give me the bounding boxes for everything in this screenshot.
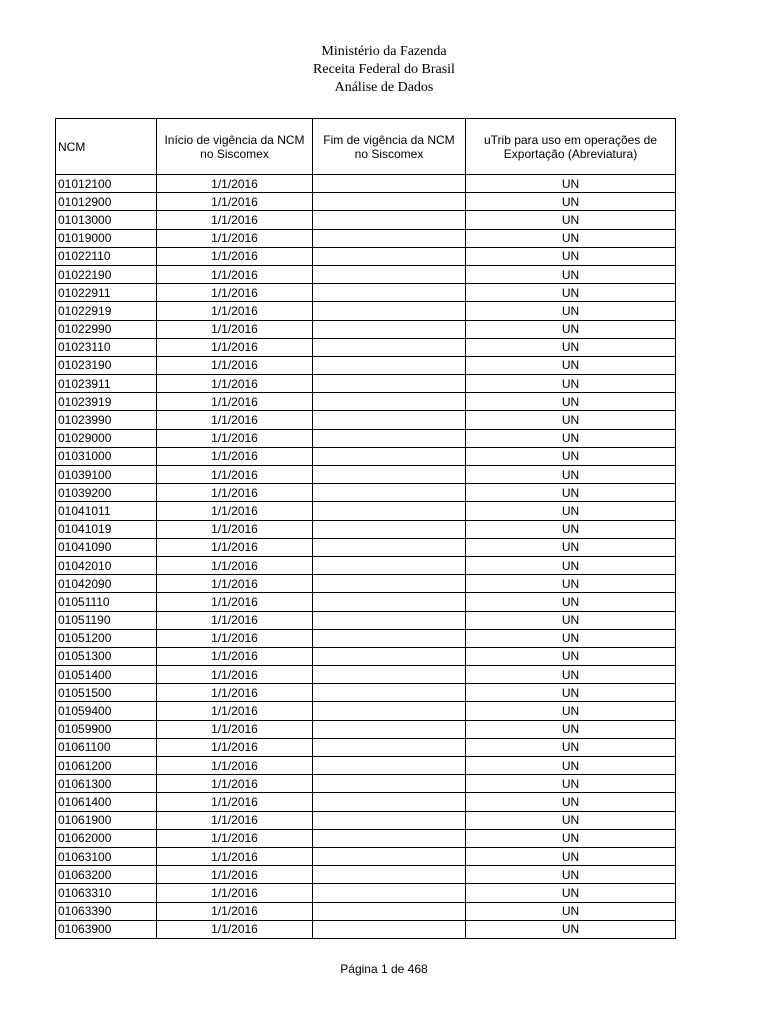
ncm-cell: 01061400 [56, 793, 157, 811]
end-cell [313, 793, 466, 811]
ncm-cell: 01051500 [56, 684, 157, 702]
start-cell: 1/1/2016 [157, 884, 313, 902]
unit-cell: UN [466, 884, 676, 902]
end-cell [313, 829, 466, 847]
start-cell: 1/1/2016 [157, 466, 313, 484]
table-row [56, 757, 676, 775]
unit-cell: UN [466, 411, 676, 429]
start-cell: 1/1/2016 [157, 284, 313, 302]
end-cell [313, 320, 466, 338]
unit-cell: UN [466, 175, 676, 193]
table-row [56, 575, 676, 593]
unit-cell: UN [466, 338, 676, 356]
table-row [56, 538, 676, 556]
unit-cell: UN [466, 356, 676, 374]
ncm-cell: 01063200 [56, 866, 157, 884]
unit-cell: UN [466, 284, 676, 302]
start-cell: 1/1/2016 [157, 211, 313, 229]
table-row [56, 775, 676, 793]
unit-cell: UN [466, 556, 676, 574]
start-cell: 1/1/2016 [157, 611, 313, 629]
ncm-cell: 01023110 [56, 338, 157, 356]
ncm-cell: 01062000 [56, 829, 157, 847]
start-cell: 1/1/2016 [157, 193, 313, 211]
table-row [56, 211, 676, 229]
unit-cell: UN [466, 229, 676, 247]
ncm-cell: 01041090 [56, 538, 157, 556]
end-cell [313, 356, 466, 374]
end-cell [313, 247, 466, 265]
end-cell [313, 265, 466, 283]
table-row [56, 793, 676, 811]
ncm-cell: 01042010 [56, 556, 157, 574]
unit-cell: UN [466, 793, 676, 811]
ncm-cell: 01022911 [56, 284, 157, 302]
ncm-cell: 01019000 [56, 229, 157, 247]
ncm-cell: 01061300 [56, 775, 157, 793]
header-department: Análise de Dados [334, 80, 434, 95]
end-cell [313, 666, 466, 684]
ncm-cell: 01031000 [56, 447, 157, 465]
start-cell: 1/1/2016 [157, 920, 313, 938]
page-header [0, 43, 768, 97]
start-cell: 1/1/2016 [157, 902, 313, 920]
table-row [56, 647, 676, 665]
end-cell [313, 447, 466, 465]
table-row [56, 393, 676, 411]
start-cell: 1/1/2016 [157, 811, 313, 829]
ncm-cell: 01063390 [56, 902, 157, 920]
start-cell: 1/1/2016 [157, 429, 313, 447]
ncm-cell: 01041011 [56, 502, 157, 520]
ncm-cell: 01051110 [56, 593, 157, 611]
end-cell [313, 611, 466, 629]
ncm-cell: 01022190 [56, 265, 157, 283]
start-cell: 1/1/2016 [157, 175, 313, 193]
start-cell: 1/1/2016 [157, 847, 313, 865]
end-cell [313, 502, 466, 520]
table-row [56, 611, 676, 629]
unit-cell: UN [466, 320, 676, 338]
end-cell [313, 538, 466, 556]
ncm-cell: 01059900 [56, 720, 157, 738]
start-cell: 1/1/2016 [157, 556, 313, 574]
end-cell [313, 629, 466, 647]
start-cell: 1/1/2016 [157, 502, 313, 520]
table-row [56, 429, 676, 447]
ncm-table [55, 118, 676, 939]
unit-cell: UN [466, 265, 676, 283]
start-cell: 1/1/2016 [157, 575, 313, 593]
header-ministry: Ministério da Fazenda [321, 44, 447, 59]
start-cell: 1/1/2016 [157, 484, 313, 502]
table-row [56, 320, 676, 338]
start-cell: 1/1/2016 [157, 265, 313, 283]
table-row [56, 884, 676, 902]
table-row [56, 338, 676, 356]
end-cell [313, 411, 466, 429]
start-cell: 1/1/2016 [157, 629, 313, 647]
table-row [56, 629, 676, 647]
unit-cell: UN [466, 393, 676, 411]
start-cell: 1/1/2016 [157, 447, 313, 465]
end-cell [313, 684, 466, 702]
end-cell [313, 193, 466, 211]
end-cell [313, 757, 466, 775]
end-cell [313, 229, 466, 247]
ncm-cell: 01061900 [56, 811, 157, 829]
ncm-cell: 01063100 [56, 847, 157, 865]
table-row [56, 284, 676, 302]
table-row [56, 847, 676, 865]
unit-cell: UN [466, 866, 676, 884]
ncm-cell: 01041019 [56, 520, 157, 538]
end-cell [313, 593, 466, 611]
end-cell [313, 393, 466, 411]
ncm-cell: 01051300 [56, 647, 157, 665]
ncm-cell: 01063310 [56, 884, 157, 902]
end-cell [313, 575, 466, 593]
ncm-cell: 01023990 [56, 411, 157, 429]
start-cell: 1/1/2016 [157, 393, 313, 411]
ncm-cell: 01051190 [56, 611, 157, 629]
end-cell [313, 738, 466, 756]
unit-cell: UN [466, 447, 676, 465]
start-cell: 1/1/2016 [157, 520, 313, 538]
end-cell [313, 484, 466, 502]
end-cell [313, 375, 466, 393]
column-header-start-date: Início de vigência da NCM no Siscomex [157, 119, 313, 175]
ncm-cell: 01023190 [56, 356, 157, 374]
table-header-row [56, 119, 676, 175]
end-cell [313, 902, 466, 920]
start-cell: 1/1/2016 [157, 338, 313, 356]
start-cell: 1/1/2016 [157, 229, 313, 247]
table-row [56, 175, 676, 193]
ncm-cell: 01023919 [56, 393, 157, 411]
end-cell [313, 702, 466, 720]
start-cell: 1/1/2016 [157, 738, 313, 756]
start-cell: 1/1/2016 [157, 666, 313, 684]
ncm-cell: 01039100 [56, 466, 157, 484]
unit-cell: UN [466, 720, 676, 738]
unit-cell: UN [466, 902, 676, 920]
ncm-cell: 01022110 [56, 247, 157, 265]
start-cell: 1/1/2016 [157, 775, 313, 793]
column-header-end-date: Fim de vigência da NCM no Siscomex [313, 119, 466, 175]
unit-cell: UN [466, 629, 676, 647]
end-cell [313, 175, 466, 193]
start-cell: 1/1/2016 [157, 302, 313, 320]
start-cell: 1/1/2016 [157, 411, 313, 429]
unit-cell: UN [466, 575, 676, 593]
table-row [56, 502, 676, 520]
unit-cell: UN [466, 193, 676, 211]
unit-cell: UN [466, 920, 676, 938]
table-row [56, 738, 676, 756]
unit-cell: UN [466, 811, 676, 829]
table-row [56, 829, 676, 847]
start-cell: 1/1/2016 [157, 538, 313, 556]
table-row [56, 302, 676, 320]
unit-cell: UN [466, 211, 676, 229]
header-agency: Receita Federal do Brasil [313, 62, 455, 77]
unit-cell: UN [466, 466, 676, 484]
unit-cell: UN [466, 375, 676, 393]
unit-cell: UN [466, 647, 676, 665]
unit-cell: UN [466, 775, 676, 793]
ncm-cell: 01039200 [56, 484, 157, 502]
table-row [56, 229, 676, 247]
ncm-cell: 01022990 [56, 320, 157, 338]
end-cell [313, 847, 466, 865]
ncm-cell: 01061200 [56, 757, 157, 775]
start-cell: 1/1/2016 [157, 356, 313, 374]
ncm-cell: 01051200 [56, 629, 157, 647]
unit-cell: UN [466, 593, 676, 611]
start-cell: 1/1/2016 [157, 247, 313, 265]
end-cell [313, 520, 466, 538]
ncm-cell: 01059400 [56, 702, 157, 720]
ncm-cell: 01012100 [56, 175, 157, 193]
unit-cell: UN [466, 684, 676, 702]
start-cell: 1/1/2016 [157, 320, 313, 338]
start-cell: 1/1/2016 [157, 702, 313, 720]
ncm-cell: 01042090 [56, 575, 157, 593]
start-cell: 1/1/2016 [157, 647, 313, 665]
ncm-cell: 01061100 [56, 738, 157, 756]
table-row [56, 265, 676, 283]
start-cell: 1/1/2016 [157, 684, 313, 702]
unit-cell: UN [466, 502, 676, 520]
unit-cell: UN [466, 429, 676, 447]
start-cell: 1/1/2016 [157, 593, 313, 611]
end-cell [313, 920, 466, 938]
column-header-export-unit: uTrib para uso em operações de Exportação (Abreviatura) [466, 119, 676, 175]
end-cell [313, 429, 466, 447]
end-cell [313, 338, 466, 356]
unit-cell: UN [466, 484, 676, 502]
unit-cell: UN [466, 847, 676, 865]
end-cell [313, 466, 466, 484]
table-row [56, 920, 676, 938]
start-cell: 1/1/2016 [157, 793, 313, 811]
unit-cell: UN [466, 666, 676, 684]
unit-cell: UN [466, 611, 676, 629]
unit-cell: UN [466, 829, 676, 847]
unit-cell: UN [466, 302, 676, 320]
end-cell [313, 811, 466, 829]
table-row [56, 702, 676, 720]
end-cell [313, 866, 466, 884]
start-cell: 1/1/2016 [157, 375, 313, 393]
ncm-cell: 01023911 [56, 375, 157, 393]
table-row [56, 484, 676, 502]
table-row [56, 447, 676, 465]
table-body [56, 175, 676, 939]
start-cell: 1/1/2016 [157, 757, 313, 775]
table-row [56, 193, 676, 211]
start-cell: 1/1/2016 [157, 720, 313, 738]
unit-cell: UN [466, 247, 676, 265]
ncm-cell: 01012900 [56, 193, 157, 211]
end-cell [313, 211, 466, 229]
unit-cell: UN [466, 520, 676, 538]
table-row [56, 720, 676, 738]
unit-cell: UN [466, 538, 676, 556]
table-row [56, 593, 676, 611]
table-row [56, 811, 676, 829]
table-row [56, 556, 676, 574]
page-number: Página 1 de 468 [340, 962, 428, 976]
unit-cell: UN [466, 702, 676, 720]
table-row [56, 247, 676, 265]
end-cell [313, 720, 466, 738]
table-row [56, 902, 676, 920]
table-row [56, 411, 676, 429]
table-row [56, 684, 676, 702]
ncm-cell: 01063900 [56, 920, 157, 938]
end-cell [313, 884, 466, 902]
ncm-cell: 01022919 [56, 302, 157, 320]
column-header-ncm: NCM [56, 119, 157, 175]
table-row [56, 866, 676, 884]
end-cell [313, 775, 466, 793]
end-cell [313, 302, 466, 320]
ncm-cell: 01013000 [56, 211, 157, 229]
ncm-cell: 01051400 [56, 666, 157, 684]
table-row [56, 375, 676, 393]
end-cell [313, 647, 466, 665]
start-cell: 1/1/2016 [157, 829, 313, 847]
unit-cell: UN [466, 757, 676, 775]
table-row [56, 466, 676, 484]
ncm-cell: 01029000 [56, 429, 157, 447]
table-row [56, 666, 676, 684]
table-row [56, 356, 676, 374]
unit-cell: UN [466, 738, 676, 756]
table-row [56, 520, 676, 538]
start-cell: 1/1/2016 [157, 866, 313, 884]
end-cell [313, 284, 466, 302]
end-cell [313, 556, 466, 574]
